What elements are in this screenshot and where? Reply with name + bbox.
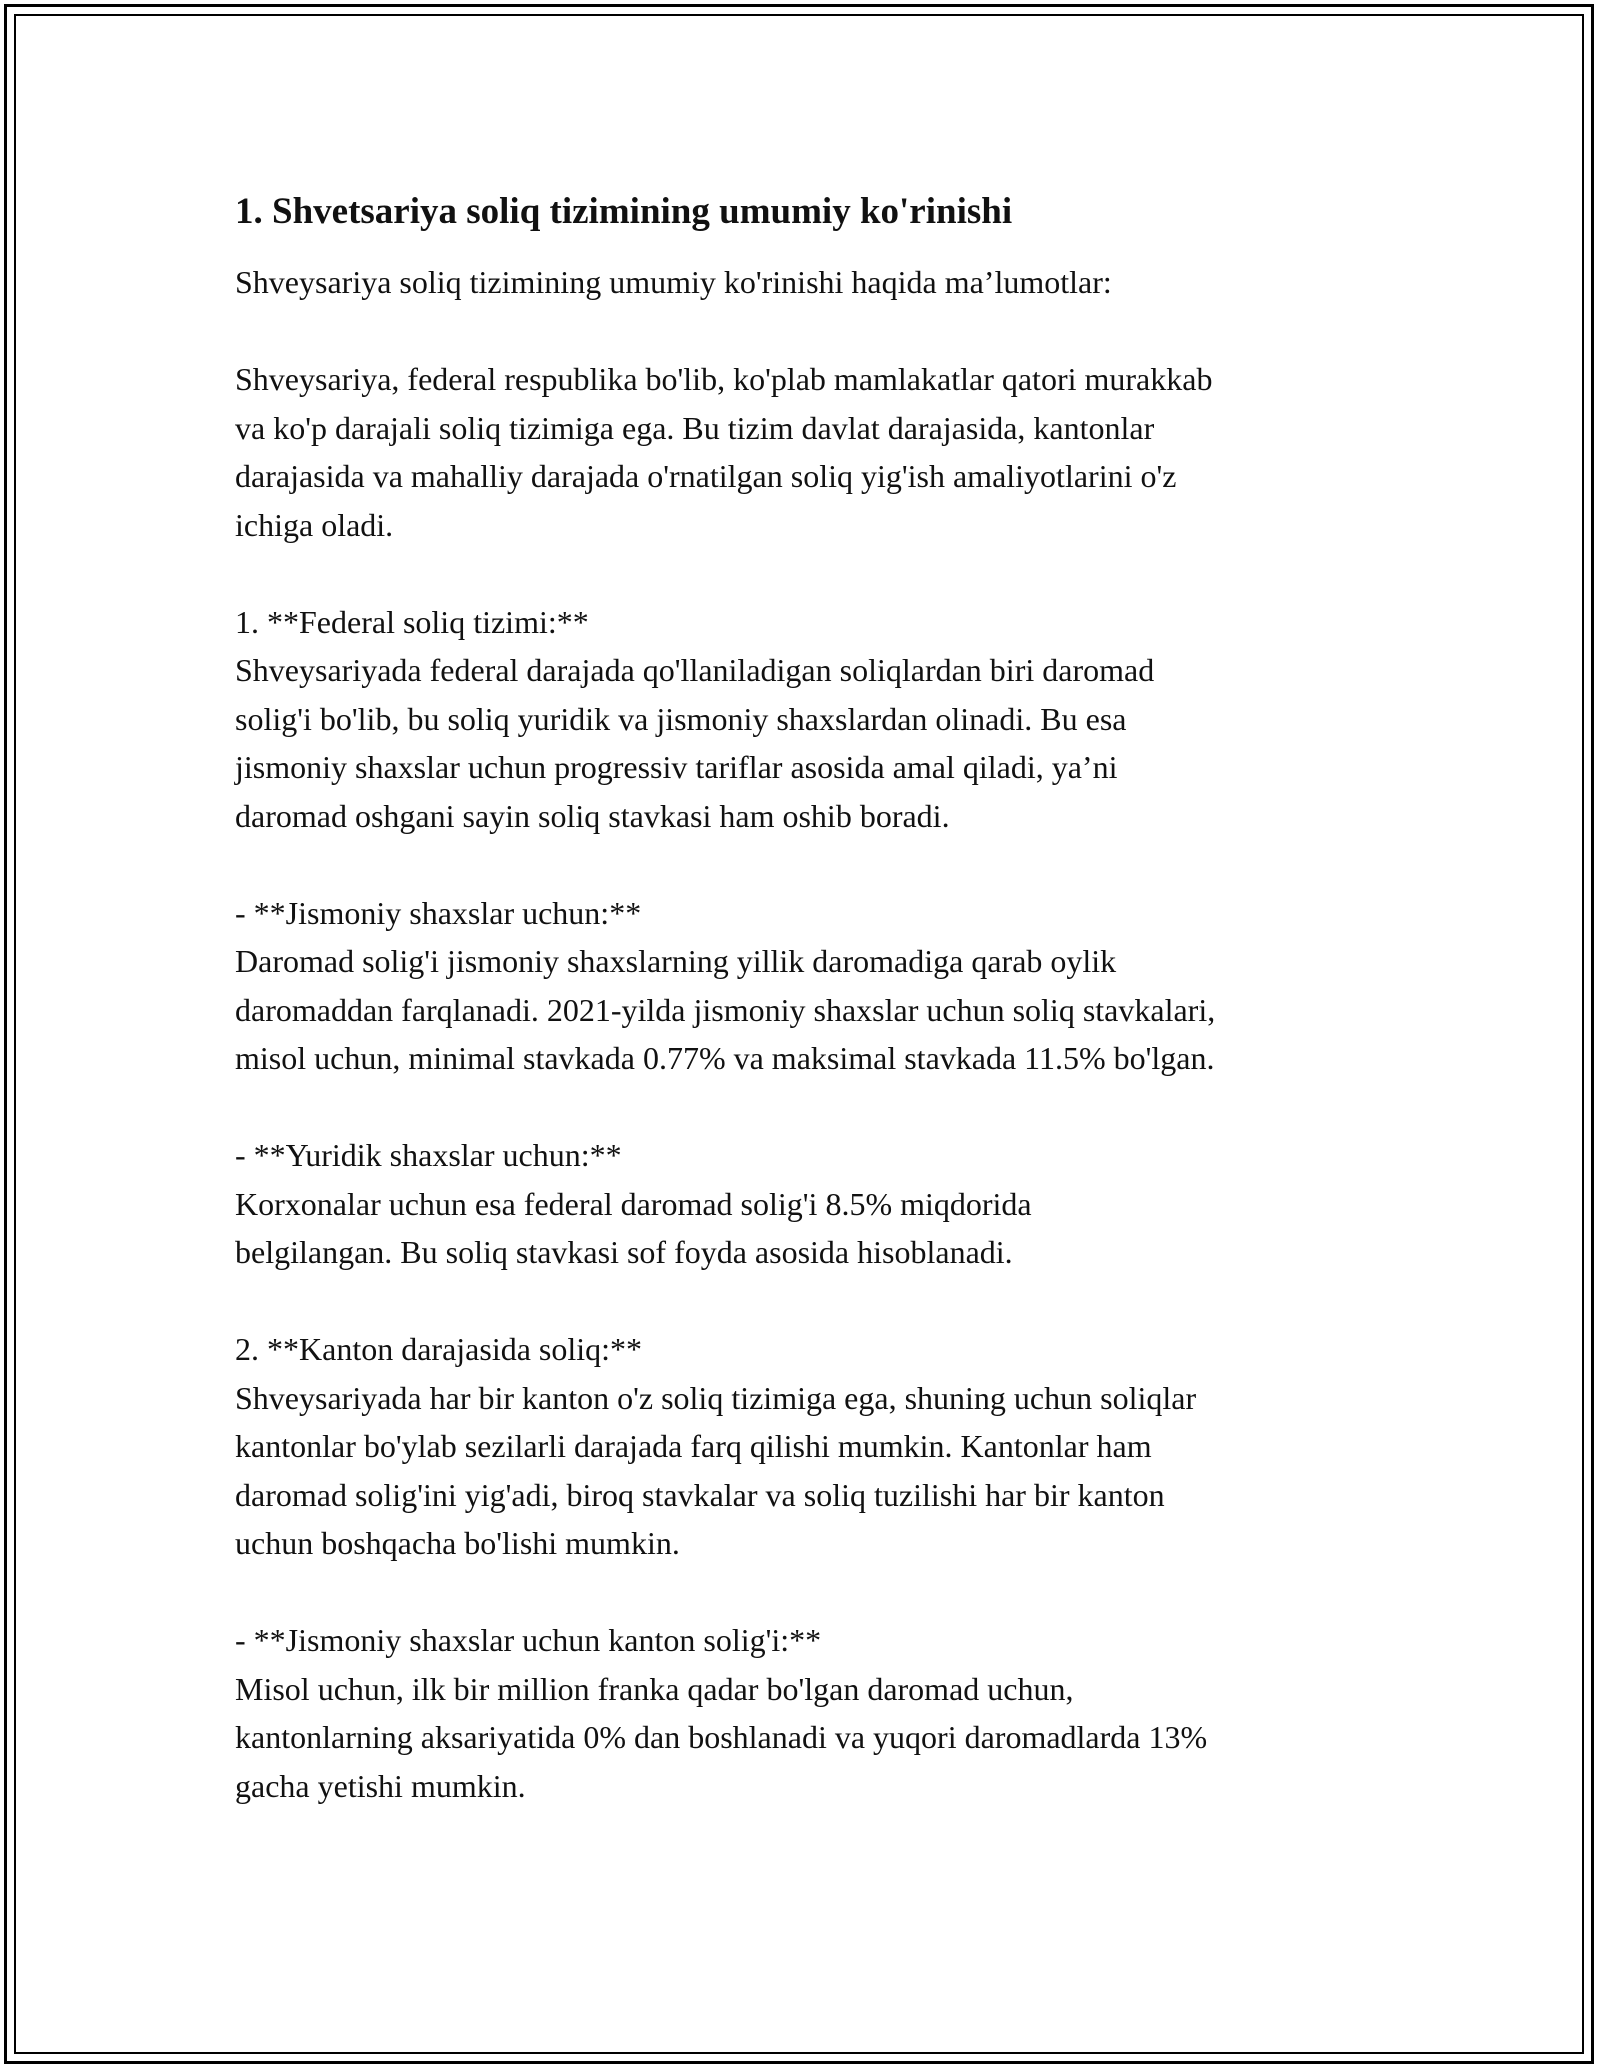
section2-individuals-body: Misol uchun, ilk bir million franka qadar bo'lgan daromad uchun, kantonlarning aksariyatida 0% dan boshlanadi va yuqori daromadlarda 13% gacha yetishi mumkin. bbox=[235, 1670, 1208, 1804]
section1-individuals-heading: - **Jismoniy shaxslar uchun:** bbox=[235, 894, 642, 931]
spacer bbox=[235, 840, 1385, 889]
section1-individuals-body: Daromad solig'i jismoniy shaxslarning yillik daromadiga qarab oylik daromaddan farqlanadi. 2021-yilda jismoniy shaxslar uchun soliq stavkalari, misol uchun, minimal stavkada 0.77% va maksimal stavkada 11.5% bo'lgan. bbox=[235, 943, 1216, 1076]
section2-individuals-heading: - **Jismoniy shaxslar uchun kanton solig'i:** bbox=[235, 1622, 822, 1658]
section1-heading: 1. **Federal soliq tizimi:** bbox=[235, 603, 589, 640]
document-title: 1. Shvetsariya soliq tizimining umumiy ko'rinishi bbox=[235, 191, 1013, 232]
section1-legal-body: Korxonalar uchun esa federal daromad solig'i 8.5% miqdorida belgilangan. Bu soliq stavkasi sof foyda asosida hisoblanadi. bbox=[235, 1185, 1032, 1270]
intro-paragraph: Shveysariya soliq tizimining umumiy ko'rinishi haqida ma’lumotlar: bbox=[235, 264, 1112, 300]
spacer bbox=[235, 549, 1385, 598]
spacer bbox=[235, 1568, 1385, 1617]
spacer bbox=[235, 307, 1385, 356]
section2-body: Shveysariyada har bir kanton o'z soliq tizimiga ega, shuning uchun soliqlar kantonlar bo'ylab sezilarli darajada farq qilishi mumkin. Kantonlar ham daromad solig'ini yig'adi, biroq stavkalar va soliq tuzilishi har bir kanton uchun boshqacha bo'lishi mumkin. bbox=[235, 1379, 1197, 1561]
spacer bbox=[235, 1083, 1385, 1132]
section1-body: Shveysariyada federal darajada qo'llaniladigan soliqlardan biri daromad solig'i bo'lib, bu soliq yuridik va jismoniy shaxslardan olinadi. Bu esa jismoniy shaxslar uchun progressiv tariflar asosida amal qiladi, ya’ni daromad oshgani sayin soliq stavkasi ham oshib boradi. bbox=[235, 652, 1155, 834]
overview-paragraph: Shveysariya, federal respublika bo'lib, ko'plab mamlakatlar qatori murakkab va ko'p darajali soliq tizimiga ega. Bu tizim davlat darajasida, kantonlar darajasida va mahalliy darajada o'rnatilgan soliq yig'ish amaliyotlarini o'z ichiga oladi. bbox=[235, 361, 1213, 543]
section1-legal-heading: - **Yuridik shaxslar uchun:** bbox=[235, 1137, 622, 1173]
section2-heading: 2. **Kanton darajasida soliq:** bbox=[235, 1331, 643, 1367]
spacer bbox=[235, 1277, 1385, 1326]
document-body bbox=[235, 188, 1385, 1810]
